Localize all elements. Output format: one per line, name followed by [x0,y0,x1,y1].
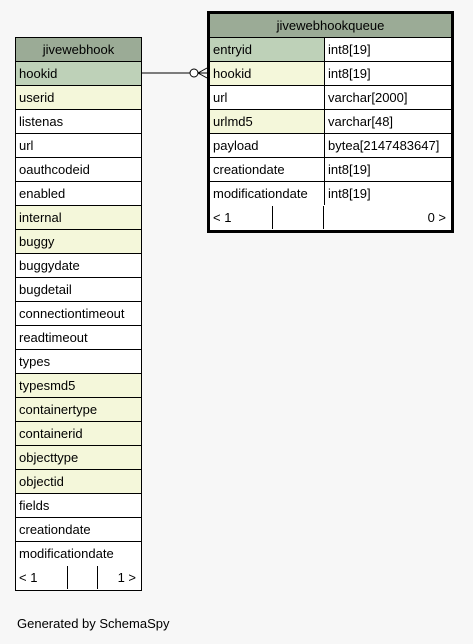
many-crowfoot-icon [198,73,207,78]
table-row[interactable] [210,62,451,86]
table-row[interactable] [16,446,141,470]
table-row[interactable] [16,542,141,566]
children-count[interactable]: 0 > [427,210,446,225]
table-row[interactable] [210,158,451,182]
table-title: jivewebhook [16,38,141,62]
table-row[interactable] [16,422,141,446]
table-row[interactable] [16,278,141,302]
column-name: entryid [210,38,325,61]
table-row[interactable] [16,110,141,134]
table-jivewebhook[interactable] [15,37,142,591]
column-type: varchar[48] [328,114,394,129]
column-type: int8[19] [328,186,371,201]
table-row[interactable] [210,86,451,110]
parents-count[interactable]: < 1 [210,206,273,229]
column-type: int8[19] [328,66,371,81]
many-crowfoot-icon [198,68,207,73]
column-name: userid [16,86,141,109]
table-row[interactable] [210,134,451,158]
column-name: objecttype [16,446,141,469]
column-name: enabled [19,186,66,201]
column-name: url [19,138,34,153]
column-name: modificationdate [210,182,325,205]
table-footer [16,566,141,590]
column-type: bytea[2147483647] [328,138,440,153]
column-name: urlmd5 [210,110,325,133]
column-name: fields [19,498,50,513]
column-name: listenas [19,114,64,129]
column-type: int8[19] [328,162,371,177]
table-row[interactable] [16,326,141,350]
column-name: payload [210,134,325,157]
column-name: readtimeout [19,330,88,345]
column-name: hookid [16,62,141,85]
column-name: connectiontimeout [19,306,125,321]
column-type: varchar[2000] [328,90,408,105]
column-name: creationdate [19,522,91,537]
generated-by-label: Generated by SchemaSpy [17,616,170,631]
column-list [210,38,451,206]
column-name: containerid [16,422,141,445]
column-name: buggydate [19,258,80,273]
column-name: oauthcodeid [19,162,90,177]
table-row[interactable] [16,206,141,230]
table-row[interactable] [16,86,141,110]
table-row[interactable] [16,158,141,182]
table-row[interactable] [16,350,141,374]
parents-count[interactable]: < 1 [16,566,68,589]
table-title: jivewebhookqueue [210,14,451,38]
column-name: bugdetail [19,282,72,297]
table-row[interactable] [16,182,141,206]
column-name: url [210,86,325,109]
table-row[interactable] [16,302,141,326]
table-jivewebhookqueue[interactable] [207,11,454,233]
table-row[interactable] [210,110,451,134]
table-row[interactable] [16,62,141,86]
column-name: hookid [210,62,325,85]
column-name: creationdate [210,158,325,181]
table-row[interactable] [16,134,141,158]
footer-spacer [273,206,324,229]
table-row[interactable] [210,182,451,206]
table-row[interactable] [16,494,141,518]
table-row[interactable] [16,230,141,254]
column-name: modificationdate [19,546,114,561]
table-row[interactable] [16,254,141,278]
column-name: objectid [16,470,141,493]
table-row[interactable] [16,518,141,542]
column-type: int8[19] [328,42,371,57]
table-row[interactable] [16,470,141,494]
zero-optional-icon [190,69,198,77]
column-name: buggy [16,230,141,253]
column-name: containertype [16,398,141,421]
column-list [16,62,141,566]
column-name: typesmd5 [16,374,141,397]
table-row[interactable] [16,374,141,398]
children-count[interactable]: 1 > [117,570,136,585]
table-footer [210,206,451,230]
table-row[interactable] [16,398,141,422]
column-name: internal [16,206,141,229]
table-row[interactable] [210,38,451,62]
footer-spacer [68,566,98,589]
column-name: types [19,354,51,369]
